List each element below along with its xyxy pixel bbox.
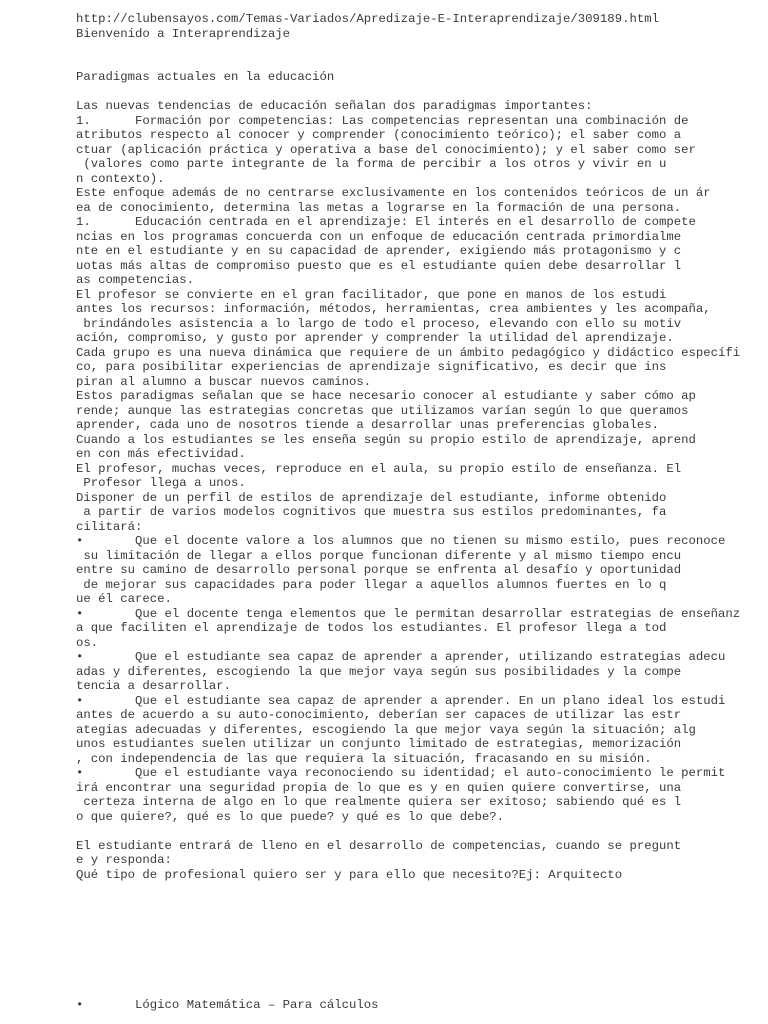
document-line: as competencias. xyxy=(76,273,195,287)
document-line xyxy=(76,85,740,100)
document-line: brindándoles asistencia a lo largo de todo el proceso, elevando con ello su motiv xyxy=(76,316,682,331)
document-line: El estudiante entrará de lleno en el desarrollo de competencias, cuando se pregunt xyxy=(76,838,682,853)
document-line: en con más efectividad. xyxy=(76,447,246,461)
document-line: Profesor llega a unos. xyxy=(76,476,246,490)
document-line xyxy=(76,969,740,984)
document-line xyxy=(76,911,740,926)
document-line: uotas más altas de compromiso puesto que es el estudiante quien debe desarrollar l xyxy=(76,258,682,273)
document-line: ue él carece. xyxy=(76,592,172,606)
document-line: cilitará: xyxy=(76,519,143,534)
document-line: su limitación de llegar a ellos porque funcionan diferente y al mismo tiempo encu xyxy=(76,548,682,563)
document-line: unos estudiantes suelen utilizar un conjunto limitado de estrategias, memorización xyxy=(76,737,682,751)
document-line: atributos respecto al conocer y comprender (conocimiento teórico); el saber como a xyxy=(76,128,682,142)
document-line xyxy=(76,824,740,839)
document-line: Las nuevas tendencias de educación señalan dos paradigmas importantes: xyxy=(76,99,593,113)
document-line: o que quiere?, qué es lo que puede? y qué es lo que debe?. xyxy=(76,809,505,824)
document-line: rende; aunque las estrategias concretas que utilizamos varían según lo que queramos xyxy=(76,403,689,418)
document-line: entre su camino de desarrollo personal porque se enfrenta al desafío y oportunidad xyxy=(76,563,682,577)
document-line: tencia a desarrollar. xyxy=(76,679,231,693)
document-line: piran al alumno a buscar nuevos caminos. xyxy=(76,374,372,389)
document-line xyxy=(76,926,740,941)
document-line: a partir de varios modelos cognitivos que muestra sus estilos predominantes, fa xyxy=(76,505,667,519)
document-line xyxy=(76,955,740,970)
document-text xyxy=(76,12,740,1013)
document-line: • Lógico Matemática – Para cálculos xyxy=(76,998,379,1012)
document-line: Bienvenido a Interaprendizaje xyxy=(76,26,291,41)
document-line: ación, compromiso, y gusto por aprender y comprender la utilidad del aprendizaje. xyxy=(76,331,674,345)
document-line: 1. Educación centrada en el aprendizaje: El interés en el desarrollo de compete xyxy=(76,215,696,229)
document-line xyxy=(76,984,740,999)
document-line: , con independencia de las que requiera la situación, fracasando en su misión. xyxy=(76,751,652,766)
document-line xyxy=(76,897,740,912)
document-line: Qué tipo de profesional quiero ser y para ello que necesito?Ej: Arquitecto xyxy=(76,867,623,882)
document-line: Disponer de un perfil de estilos de aprendizaje del estudiante, informe obtenido xyxy=(76,490,667,505)
document-line: antes los recursos: información, métodos, herramientas, crea ambientes y les acompaña, xyxy=(76,302,711,316)
document-line: Este enfoque además de no centrarse exclusivamente en los contenidos teóricos de un ár xyxy=(76,186,711,200)
document-line: El profesor se convierte en el gran facilitador, que pone en manos de los estudi xyxy=(76,287,667,302)
document-line: ncias en los programas concuerda con un enfoque de educación centrada primordialme xyxy=(76,229,682,244)
document-line: • Que el estudiante vaya reconociendo su identidad; el auto-conocimiento le permit xyxy=(76,766,726,780)
document-line: os. xyxy=(76,635,99,650)
document-line: adas y diferentes, escogiendo la que mejor vaya según sus posibilidades y la compe xyxy=(76,664,682,679)
document-line: • Que el docente valore a los alumnos que no tienen su mismo estilo, pues reconoce xyxy=(76,534,726,548)
document-line: irá encontrar una seguridad propia de lo que es y en quien quiere convertirse, una xyxy=(76,780,682,795)
document-line: 1. Formación por competencias: Las competencias representan una combinación de xyxy=(76,113,689,128)
document-line: a que faciliten el aprendizaje de todos los estudiantes. El profesor llega a tod xyxy=(76,621,667,635)
document-line: El profesor, muchas veces, reproduce en el aula, su propio estilo de enseñanza. El xyxy=(76,461,682,476)
document-line: co, para posibilitar experiencias de aprendizaje significativo, es decir que ins xyxy=(76,360,667,374)
document-line: e y responda: xyxy=(76,853,172,867)
document-line: ategias adecuadas y diferentes, escogiendo la que mejor vaya según la situación; alg xyxy=(76,722,696,737)
document-line: • Que el estudiante sea capaz de aprender a aprender, utilizando estrategias adecu xyxy=(76,650,726,664)
document-line: certeza interna de algo en lo que realmente quiera ser exitoso; sabiendo qué es l xyxy=(76,795,682,809)
document-line xyxy=(76,882,740,897)
document-line xyxy=(76,56,740,71)
document-line: antes de acuerdo a su auto-conocimiento, deberían ser capaces de utilizar las estr xyxy=(76,708,682,722)
document-line: Cuando a los estudiantes se les enseña según su propio estilo de aprendizaje, aprend xyxy=(76,432,696,447)
document-line: n contexto). xyxy=(76,171,165,186)
document-line: http://clubensayos.com/Temas-Variados/Apredizaje-E-Interaprendizaje/309189.html xyxy=(76,12,659,26)
document-line: • Que el docente tenga elementos que le permitan desarrollar estrategias de enseñanz xyxy=(76,606,741,621)
document-line xyxy=(76,41,740,56)
document-line: Cada grupo es una nueva dinámica que requiere de un ámbito pedagógico y didáctico específi xyxy=(76,345,741,360)
document-line: Paradigmas actuales en la educación xyxy=(76,70,335,84)
document-line: ea de conocimiento, determina las metas a lograrse en la formación de una persona. xyxy=(76,200,682,215)
document-line: (valores como parte integrante de la forma de percibir a los otros y vivir en u xyxy=(76,157,667,171)
document-line: nte en el estudiante y en su capacidad de aprender, exigiendo más protagonismo y c xyxy=(76,244,682,258)
document-line: de mejorar sus capacidades para poder llegar a aquellos alumnos fuertes en lo q xyxy=(76,577,667,592)
document-line xyxy=(76,940,740,955)
document-line: • Que el estudiante sea capaz de aprender a aprender. En un plano ideal los estudi xyxy=(76,693,726,708)
document-line: ctuar (aplicación práctica y operativa a base del conocimiento); y el saber como ser xyxy=(76,142,696,157)
document-line: aprender, cada uno de nosotros tiende a desarrollar unas preferencias globales. xyxy=(76,418,659,432)
document-line: Estos paradigmas señalan que se hace necesario conocer al estudiante y saber cómo ap xyxy=(76,389,696,403)
